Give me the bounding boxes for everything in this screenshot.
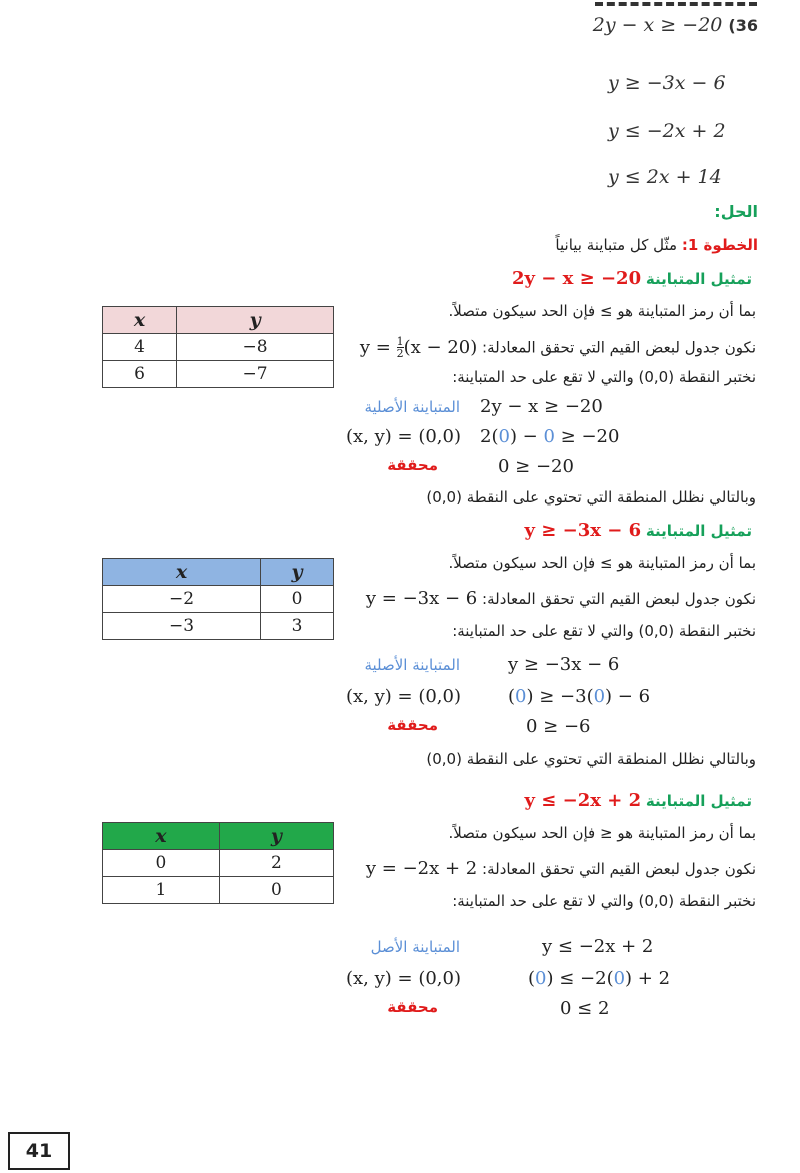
table-cell: 4 [103,334,177,361]
section3-check-label-original: المتباينة الأصل [370,938,460,956]
section2-check-result: 0 ≥ −6 [526,716,591,737]
section3-line3: نختبر النقطة (0,0) والتي لا تقع على حد المتباينة: [452,892,756,910]
section1-line2-text: نكون جدول لبعض القيم التي تحقق المعادلة: [482,338,756,357]
section3-heading-text: تمثيل المتباينة [645,792,752,810]
table-header-row [103,307,334,334]
section3-line2 [366,858,756,879]
section1-conclusion: وبالتالي نظلل المنطقة التي تحتوي على النقطة (0,0) [426,488,756,506]
section1-sub-b: 0 [543,426,555,447]
table-row [103,850,334,877]
section1-line2 [360,336,756,359]
section1-sub-a: 0 [498,426,510,447]
section1-eq-rhs: (x − 20) [403,336,478,358]
section3-check-result: 0 ≤ 2 [560,998,610,1019]
section1-check-label-point: (x, y) = (0,0) [346,426,462,447]
table-cell: −8 [177,334,334,361]
table-cell: −3 [103,613,261,640]
table-cell: 2 [219,850,333,877]
table-header-x: x [103,307,177,334]
section2-line3: نختبر النقطة (0,0) والتي لا تقع على حد المتباينة: [452,622,756,640]
table-cell: 6 [103,361,177,388]
problem-inequality-2: y ≥ −3x − 6 [608,72,726,94]
section1-check-original: 2y − x ≥ −20 [480,396,603,417]
section3-sub-mid: ) ≤ −2( [546,968,614,989]
section1-sub-pre: 2( [480,426,499,447]
table-cell: −7 [177,361,334,388]
table-cell: 0 [219,877,333,904]
section2-value-table [102,558,334,640]
section2-conclusion: وبالتالي نظلل المنطقة التي تحتوي على النقطة (0,0) [426,750,756,768]
section2-line2-text: نكون جدول لبعض القيم التي تحقق المعادلة: [482,590,756,608]
solution-label: الحل: [714,202,758,221]
section2-equation: y = −3x − 6 [365,588,478,609]
section1-eq-num: 1 [396,335,404,348]
section1-line3: نختبر النقطة (0,0) والتي لا تقع على حد المتباينة: [452,368,756,386]
section2-sub-a: 0 [515,686,527,707]
problem-line-1 [593,14,758,36]
table-header-y: y [219,823,333,850]
section1-heading-text: تمثيل المتباينة [645,270,752,288]
section1-eq-lhs: y = [359,336,391,358]
section2-line2 [366,588,756,609]
table-header-x: x [103,559,261,586]
section1-value-table [102,306,334,388]
table-row [103,586,334,613]
table-header-y: y [177,307,334,334]
problem-number: (36 [728,16,758,35]
table-cell: 3 [260,613,333,640]
section3-heading [525,790,752,811]
problem-inequality-1: 2y − x ≥ −20 [592,14,723,36]
section1-eq-den: 2 [396,347,404,360]
section2-heading-text: تمثيل المتباينة [645,522,752,540]
table-header-row [103,823,334,850]
section1-eq-fraction [397,336,404,359]
section3-check-substituted [528,968,670,989]
section2-check-original: y ≥ −3x − 6 [508,654,620,675]
section3-equation: y = −2x + 2 [365,858,478,879]
section3-heading-math: y ≤ −2x + 2 [524,790,642,811]
page-number: 41 [8,1132,70,1170]
section2-sub-post: ) − 6 [605,686,651,707]
table-row [103,361,334,388]
table-row [103,877,334,904]
section1-heading-math: 2y − x ≥ −20 [512,268,642,289]
table-row [103,613,334,640]
table-header-x: x [103,823,220,850]
section2-check-label-point: (x, y) = (0,0) [346,686,462,707]
section2-sub-b: 0 [593,686,606,707]
section2-check-label-satisfied: محققة [387,716,438,734]
section3-check-label-satisfied: محققة [387,998,438,1016]
problem-inequality-3: y ≤ −2x + 2 [608,120,726,142]
table-row [103,334,334,361]
section1-check-label-satisfied: محققة [387,456,438,474]
section2-sub-pre: ( [508,686,516,707]
section1-sub-post: ≥ −20 [554,426,620,447]
section3-line1: بما أن رمز المتباينة هو ≤ فإن الحد سيكون متصلاً. [448,824,756,842]
section3-value-table [102,822,334,904]
table-header-y: y [260,559,333,586]
step1-label: الخطوة 1: [681,236,758,254]
step1-text: مثّل كل متباينة بيانياً [555,236,678,254]
section3-check-original: y ≤ −2x + 2 [542,936,654,957]
section3-sub-a: 0 [535,968,547,989]
section3-line2-text: نكون جدول لبعض القيم التي تحقق المعادلة: [482,860,756,878]
section2-heading-math: y ≥ −3x − 6 [524,520,642,541]
section1-check-substituted [480,426,619,447]
section1-check-label-original: المتباينة الأصلية [364,398,460,416]
section3-sub-post: ) + 2 [625,968,671,989]
header-dashed-rule [595,2,757,10]
section3-check-label-point: (x, y) = (0,0) [346,968,462,989]
problem-inequality-4: y ≤ 2x + 14 [608,166,722,188]
section1-check-result: 0 ≥ −20 [498,456,574,477]
section1-equation [360,337,477,358]
section3-sub-b: 0 [613,968,626,989]
section1-heading [512,268,752,289]
section2-check-label-original: المتباينة الأصلية [364,656,460,674]
table-cell: 1 [103,877,220,904]
table-header-row [103,559,334,586]
section2-line1: بما أن رمز المتباينة هو ≥ فإن الحد سيكون متصلاً. [448,554,756,572]
section2-check-substituted [508,686,650,707]
table-cell: −2 [103,586,261,613]
table-cell: 0 [260,586,333,613]
section1-line1: بما أن رمز المتباينة هو ≥ فإن الحد سيكون متصلاً. [448,302,756,320]
step1-line [555,236,758,254]
section2-sub-mid: ) ≥ −3( [526,686,594,707]
section3-sub-pre: ( [528,968,536,989]
table-cell: 0 [103,850,220,877]
section1-sub-mid: ) − [509,426,544,447]
section2-heading [525,520,752,541]
